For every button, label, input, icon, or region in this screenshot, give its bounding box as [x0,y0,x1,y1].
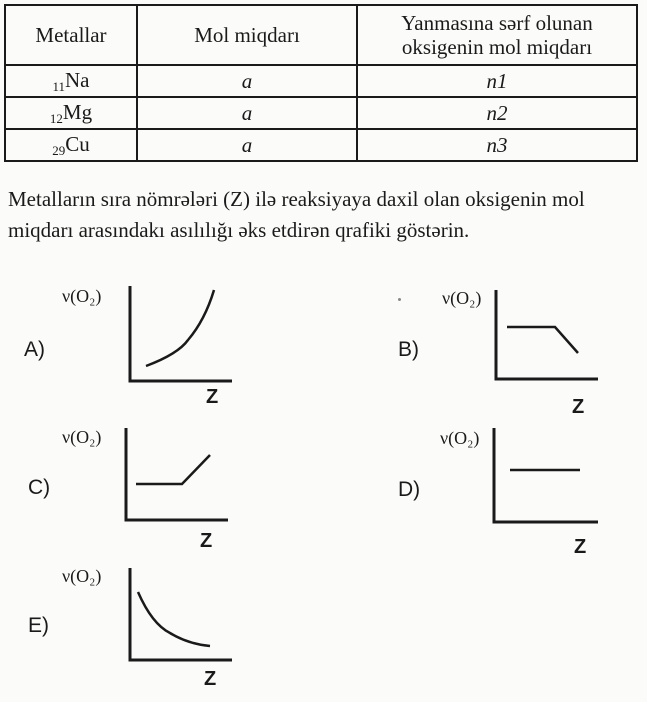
x-axis-label: Z [206,386,219,408]
x-axis-label: Z [574,536,587,558]
atomic-number: 11 [52,78,66,94]
header-metals: Metallar [5,5,137,65]
mol-cell: a [137,129,357,161]
metal-symbol: Cu [65,131,90,156]
option-letter: A) [24,338,45,361]
axes [130,568,232,660]
oxygen-cell: n3 [357,129,637,161]
option-letter: C) [28,476,51,499]
option-letter: E) [28,614,49,637]
y-axis-label: ν(O₂) [442,288,482,308]
mol-cell: a [137,97,357,129]
oxygen-cell: n2 [357,97,637,129]
metal-symbol: Na [65,67,90,92]
y-axis-label: ν(O₂) [440,428,480,448]
metal-symbol: Mg [62,99,93,124]
y-axis-label: ν(O₂) [62,286,102,306]
x-axis-label: Z [204,668,217,690]
atomic-number: 12 [49,110,63,126]
atomic-number: 29 [52,142,66,158]
y-axis-label: ν(O₂) [62,427,102,447]
header-oxygen-amount: Yanmasına sərf olunan oksigenin mol miqdarı [357,5,637,65]
question-text: Metalların sıra nömrələri (Z) ilə reaksiyaya daxil olan oksigenin mol miqdarı arasındakı asılılığı əks etdirən qrafiki göstərin. [8,187,585,242]
option-letter: B) [398,338,419,361]
mol-cell: a [137,65,357,97]
header-mol-amount: Mol miqdarı [137,5,357,65]
oxygen-cell: n1 [357,65,637,97]
y-axis-label: ν(O₂) [62,566,102,586]
curve [138,592,210,646]
option-letter: D) [398,478,421,501]
x-axis-label: Z [200,530,213,552]
x-axis-label: Z [572,396,585,418]
